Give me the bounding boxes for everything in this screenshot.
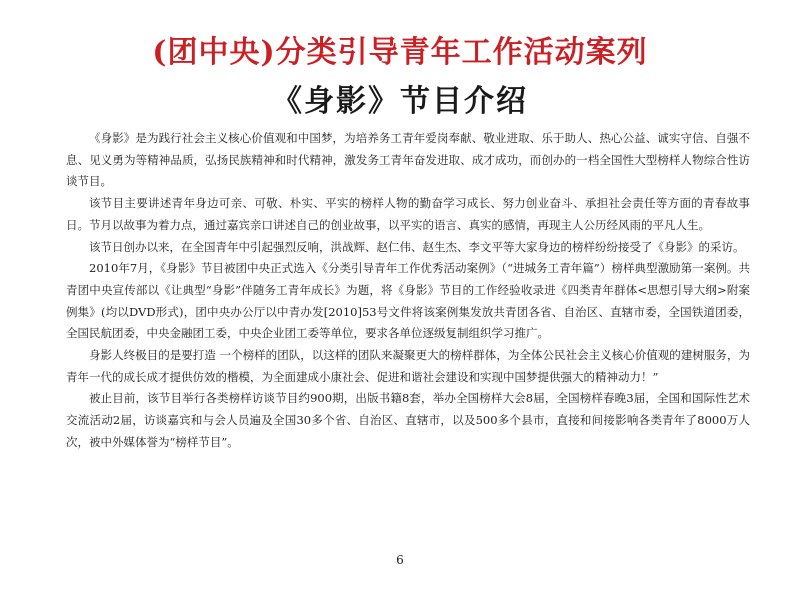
- paragraph: 《身影》是为践行社会主义核心价值观和中国梦，为培养务工青年爱岗奉献、敬业进取、乐于助人、热心公益、诚实守信、自强不息、见义勇为等精神品质，弘扬民族精神和时代精神，激发务工青年奋发进取、成才成功，而创办的一档全国性大型榜样人物综合性访谈节目。: [66, 131, 750, 189]
- document-subtitle: 《身影》节目介绍: [272, 84, 528, 119]
- paragraph: 被止目前，该节目举行各类榜样访谈节目约900期，出版书籍8套，举办全国榜样大会8届，全国榜样春晚3届，全国和国际性艺术交流活动2届，访谈嘉宾和与会人员遍及全国30多个省、自治区、直辖市，以及500多个县市，直接和间接影响各类青年了8000万人次，被中外媒体誉为“榜样节目”。: [66, 391, 750, 449]
- paragraph: 2010年7月，《身影》节目被团中央正式选入《分类引导青年工作优秀活动案例》（“进城务工青年篇”）榜样典型激励第一案例。共青团中央宣传部以《让典型“身影”伴随务工青年成长》为题，将《身影》节目的工作经验收录进《四类青年群体<思想引导大纲>附案例集》(均以DVD形式)，团中央办公厅以中青办发[2010]53号文件将该案例集发放共青团各省、自治区、直辖市委，全国铁道团委，全国民航团委，中央金融团工委，中央企业团工委等单位，要求各单位逐级复制组织学习推广。: [66, 261, 750, 341]
- document-title: (团中央)分类引导青年工作活动案列: [152, 35, 648, 70]
- document-body: [66, 128, 750, 454]
- paragraph: 该节目主要讲述青年身边可亲、可敬、朴实、平实的榜样人物的勤奋学习成长、努力创业奋斗、承担社会责任等方面的青春故事日。节月以故事为着力点，通过嘉宾亲口讲述自己的创业故事，以平实的语言、真实的感情，再现主人公历经风雨的平凡人生。: [66, 196, 750, 232]
- paragraph: 身影人终极目的是要打造 一个榜样的团队，以这样的团队来凝聚更大的榜样群体，为全体公民社会主义核心价值观的建树服务，为青年一代的成长成才提供仿效的楷模，为全面建成小康社会、促进和谐社会建设和实现中国梦提供强大的精神动力！”: [66, 348, 750, 384]
- paragraph: 该节日创办以来，在全国青年中引起强烈反响，洪战辉、赵仁伟、赵生杰、李文平等大家身边的榜样纷纷接受了《身影》的采访。: [89, 239, 745, 254]
- page-number: 6: [396, 553, 404, 567]
